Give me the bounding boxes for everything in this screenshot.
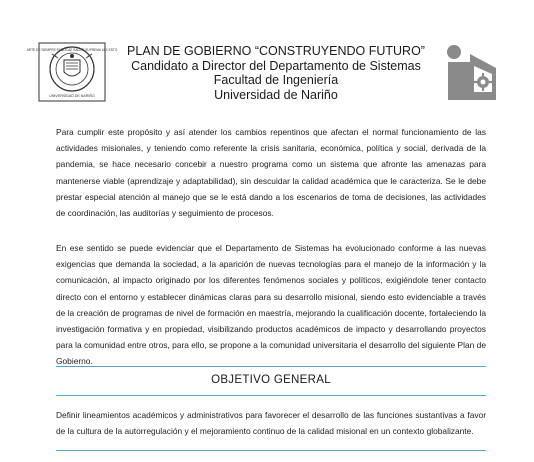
faculty-line: Facultad de Ingeniería [213, 73, 339, 88]
section-divider-end [56, 450, 486, 451]
university-line: Universidad de Nariño [214, 87, 338, 102]
document-header [100, 44, 452, 102]
seal-bottom-text: UNIVERSIDAD DE NARIÑO [49, 94, 95, 98]
seal-ring-text: ARTE DE SIEMPRE PUBLICAE SALUTI SUPREMA LEX ESTO [26, 48, 118, 52]
section-title: OBJETIVO GENERAL [211, 374, 331, 386]
section-divider-top [56, 366, 486, 367]
university-seal-icon [26, 42, 118, 102]
paragraph-purpose: Para cumplir este propósito y así atender los cambios repentinos que afectan el normal funcionamiento de las actividades misionales, y teniendo como referente la crisis sanitaria, económica, política y social, derivada de la pandemia, se hace necesario concebir a nuestro programa como un sistema que afronte las amenazas para mantenerse viable (aprendizaje y adaptabilidad), sin descuidar la calidad académica que le caracteriza. Se le debe prestar especial atención al manejo que se le está dando a los escenarios de toma de decisiones, las actividades de coordinación, las auditorías y seguimiento de procesos. [56, 127, 486, 219]
paragraph-department: En ese sentido se puede evidenciar que el Departamento de Sistemas ha evolucionado conforme a las nuevas exigencias que demanda la sociedad, a la aparición de nuevas tecnologías para el manejo de la información y la comunicación, al impacto originado por los diferentes fenómenos sociales y políticos, exigiéndole tener contacto directo con el entorno y establecer dinámicas claras para su desarrollo misional, siendo esto evidenciable a través de la creación de programas de nivel de formación en maestría, mejorando la cualificación docente, fortaleciendo la investigación formativa y en propiedad, visibilizando productos académicos de impacto y desarrollando proyectos para la comunidad entre otros, para ello, se propone a la comunidad universitaria el desarrollo del siguiente Plan de Gobierno. [56, 243, 486, 367]
candidate-line: Candidato a Director del Departamento de Sistemas [131, 58, 421, 73]
paragraph-objective: Definir lineamientos académicos y administrativos para favorecer el desarrollo de las funciones sustantivas a favor de la cultura de la autorregulación y el mejoramiento continuo de la calidad misional en un contexto globalizante. [56, 410, 486, 437]
plan-title: PLAN DE GOBIERNO “CONSTRUYENDO FUTURO” [127, 44, 425, 58]
section-divider-bottom [56, 395, 486, 396]
